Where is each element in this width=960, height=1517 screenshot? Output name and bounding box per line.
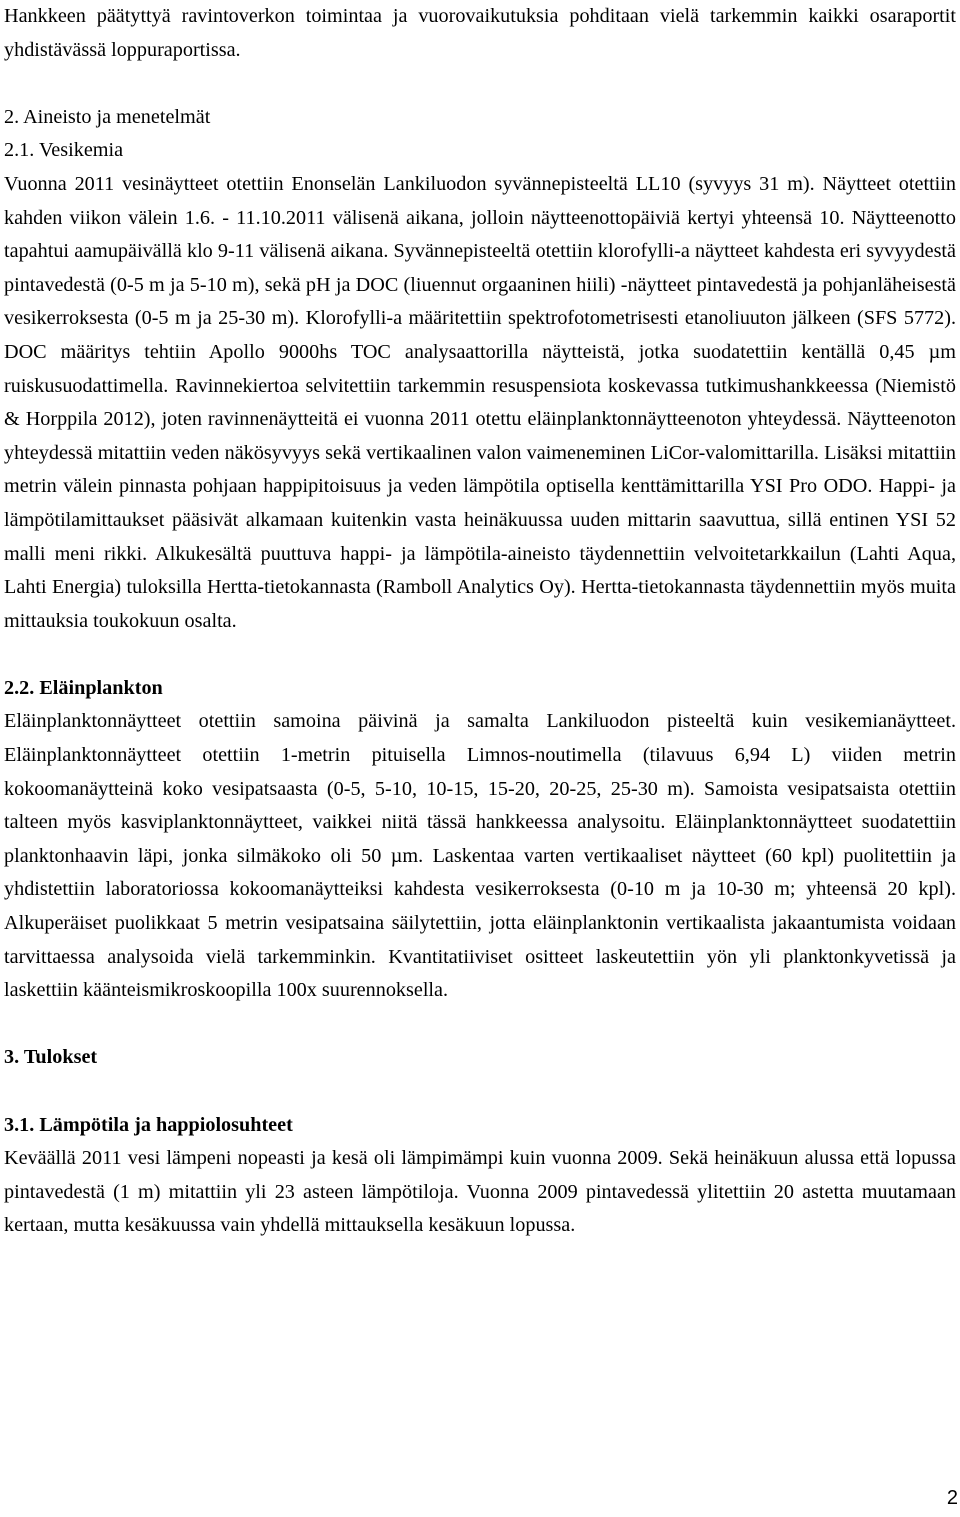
document-page: [4, 0, 956, 1243]
spacer: [4, 67, 956, 101]
elainplankton-paragraph: Eläinplanktonnäytteet otettiin samoina päivinä ja samalta Lankiluodon pisteeltä kuin vesikemianäytteet. Eläinplanktonnäytteet otettiin 1-metrin pituisella Limnos-noutimella (tilavuus 6,94 L) viiden metrin kokoomanäytteinä koko vesipatsaasta (0-5, 5-10, 10-15, 15-20, 20-25, 25-30 m). Samoista vesipatsaista otettiin talteen myös kasviplanktonnäytteet, vaikkei niitä tässä hankkeessa analysoitu. Eläinplanktonnäytteet suodatettiin planktonhaavin läpi, jonka silmäkoko oli 50 µm. Laskentaa varten vertikaaliset näytteet (60 kpl) puolitettiin ja yhdistettiin laboratoriossa kokoomanäytteiksi kahdesta vesikerroksesta (0-10 m ja 10-30 m; yhteensä 20 kpl). Alkuperäiset puolikkaat 5 metrin vesipatsaina säilytettiin, jotta eläinplanktonin vertikaalista jakaantumista voidaan tarvittaessa analysoida vielä tarkemminkin. Kvantitatiiviset ositteet laskeutettiin yön yli planktonkyvetissä ja laskettiin käänteismikroskoopilla 100x suurennoksella.: [4, 710, 956, 1002]
section-heading-3: 3. Tulokset: [4, 1046, 98, 1069]
section-heading-3-1: 3.1. Lämpötila ja happiolosuhteet: [4, 1113, 293, 1136]
spacer: [4, 1008, 956, 1042]
section-heading-2: 2. Aineisto ja menetelmät: [4, 105, 211, 128]
spacer: [4, 1075, 956, 1109]
page-number: 2: [946, 1487, 958, 1509]
vesikemia-paragraph: Vuonna 2011 vesinäytteet otettiin Enonselän Lankiluodon syvännepisteeltä LL10 (syvyys 31 m). Näytteet otettiin kahden viikon välein 1.6. - 11.10.2011 välisenä aikana, jolloin näytteenottopäiviä kertyi yhteensä 10. Näytteenotto tapahtui aamupäivällä klo 9-11 välisenä aikana. Syvännepisteeltä otettiin klorofylli-a näytteet kahdesta eri syvyydestä pintavedestä (0-5 m ja 5-10 m), sekä pH ja DOC (liuennut orgaaninen hiili) -näytteet pintavedestä ja pohjanläheisestä vesikerroksesta (0-5 m ja 25-30 m). Klorofylli-a määritettiin spektrofotometrisesti etanoliuuton jälkeen (SFS 5772). DOC määritys tehtiin Apollo 9000hs TOC analysaattorilla näytteistä, jotka suodatettiin kentällä 0,45 µm ruiskusuodattimella. Ravinnekiertoa selvitettiin tarkemmin resuspensiota koskevassa tutkimushankkeessa (Niemistö & Horppila 2012), joten ravinnenäytteitä ei vuonna 2011 otettu eläinplanktonnäytteenoton yhteydessä. Näytteenoton yhteydessä mitattiin veden näkösyvyys sekä vertikaalinen valon vaimeneminen LiCor-valomittarilla. Lisäksi mitattiin metrin välein pinnasta pohjaan happipitoisuus ja veden lämpötila optisella kenttämittarilla YSI Pro ODO. Happi- ja lämpötilamittaukset pääsivät alkamaan kuitenkin vasta heinäkuussa uuden mittarin saavuttua, sillä entinen YSI 52 malli meni rikki. Alkukesältä puuttuva happi- ja lämpötila-aineisto täydennettiin velvoitetarkkailun (Lahti Aqua, Lahti Energia) tuloksilla Hertta-tietokannasta (Ramboll Analytics Oy). Hertta-tietokannasta täydennettiin myös muita mittauksia toukokuun osalta.: [4, 172, 956, 632]
section-heading-2-1: 2.1. Vesikemia: [4, 139, 124, 162]
lampotila-paragraph: Keväällä 2011 vesi lämpeni nopeasti ja kesä oli lämpimämpi kuin vuonna 2009. Sekä heinäkuun alussa että lopussa pintavedestä (1 m) mitattiin yli 23 asteen lämpötiloja. Vuonna 2009 pintavedessä ylitettiin 20 astetta muutamaan kertaan, mutta kesäkuussa vain yhdellä mittauksella kesäkuun lopussa.: [4, 1147, 956, 1237]
section-heading-2-2: 2.2. Eläinplankton: [4, 676, 163, 699]
spacer: [4, 638, 956, 672]
intro-paragraph: Hankkeen päätyttyä ravintoverkon toimintaa ja vuorovaikutuksia pohditaan vielä tarkemmin kaikki osaraportit yhdistävässä loppuraportissa.: [4, 5, 956, 61]
